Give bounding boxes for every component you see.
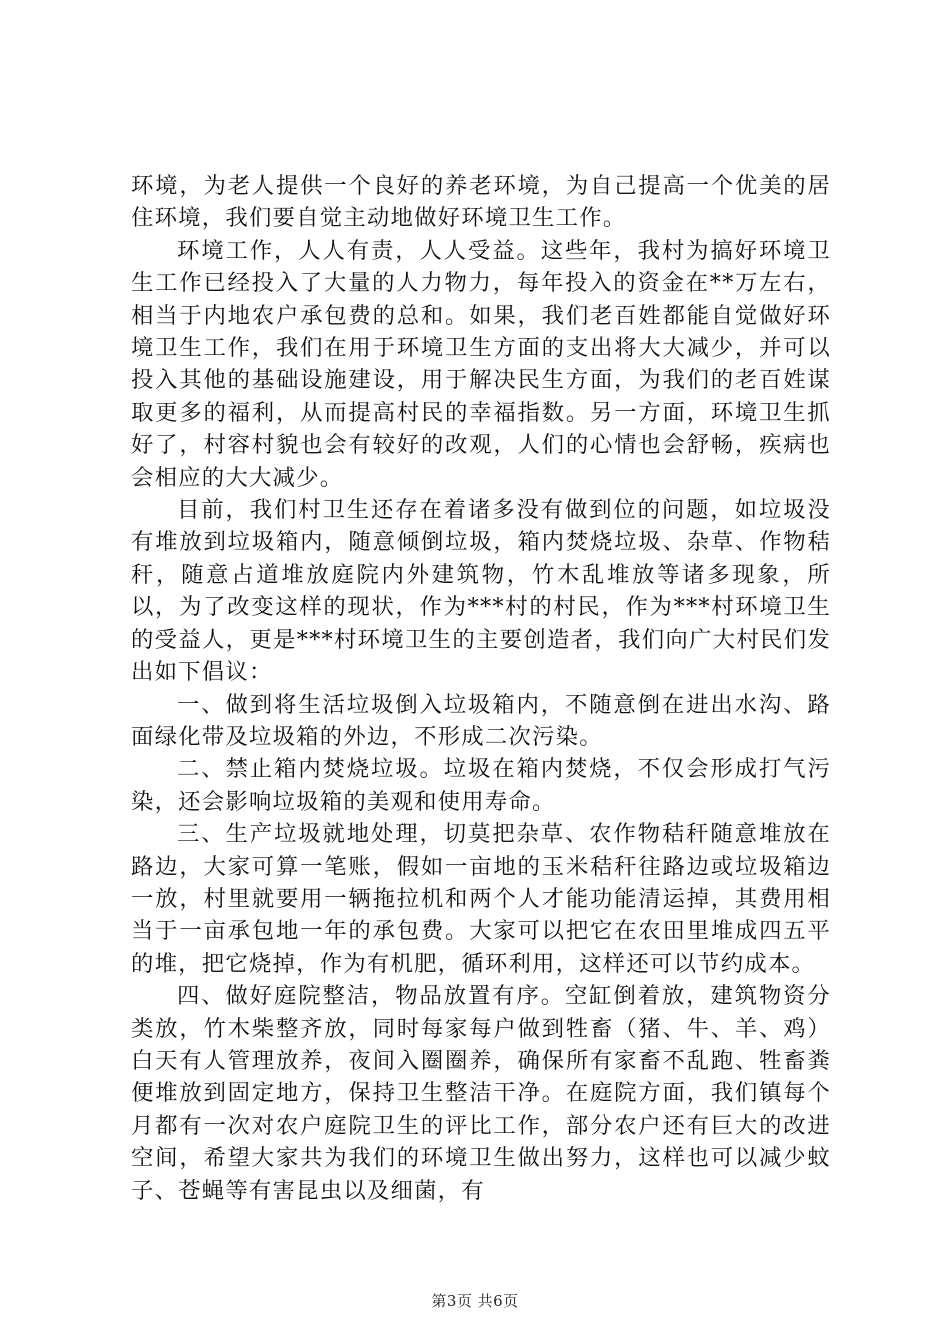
paragraph: 三、生产垃圾就地处理，切莫把杂草、农作物秸秆随意堆放在路边，大家可算一笔账，假如一亩地的玉米秸秆往路边或垃圾箱边一放，村里就要用一辆拖拉机和两个人才能功能清运掉，其费用相当于一亩承包地一年的承包费。大家可以把它在农田里堆成四五平的堆，把它烧掉，作为有机肥，循环利用，这样还可以节约成本。 [131, 821, 831, 977]
paragraph: 环境工作，人人有责，人人受益。这些年，我村为搞好环境卫生工作已经投入了大量的人力物力，每年投入的资金在**万左右，相当于内地农户承包费的总和。如果，我们老百姓都能自觉做好环境卫生工作，我们在用于环境卫生方面的支出将大大减少，并可以投入其他的基础设施建设，用于解决民生方面，为我们的老百姓谋取更多的福利，从而提高村民的幸福指数。另一方面，环境卫生抓好了，村容村貌也会有较好的改观，人们的心情也会舒畅，疾病也会相应的大大减少。 [131, 237, 831, 491]
paragraph: 一、做到将生活垃圾倒入垃圾箱内，不随意倒在进出水沟、路面绿化带及垃圾箱的外边，不形成二次污染。 [131, 691, 831, 750]
paragraph: 目前，我们村卫生还存在着诸多没有做到位的问题，如垃圾没有堆放到垃圾箱内，随意倾倒垃圾，箱内焚烧垃圾、杂草、作物秸秆，随意占道堆放庭院内外建筑物，竹木乱堆放等诸多现象，所以，为了改变这样的现状，作为***村的村民，作为***村环境卫生的受益人，更是***村环境卫生的主要创造者，我们向广大村民们发出如下倡议： [131, 497, 831, 686]
paragraph: 四、做好庭院整洁，物品放置有序。空缸倒着放，建筑物资分类放，竹木柴整齐放，同时每家每户做到牲畜（猪、牛、羊、鸡）白天有人管理放养，夜间入圈圈养，确保所有家畜不乱跑、牲畜粪便堆放到固定地方，保持卫生整洁干净。在庭院方面，我们镇每个月都有一次对农户庭院卫生的评比工作，部分农户还有巨大的改进空间，希望大家共为我们的环境卫生做出努力，这样也可以减少蚊子、苍蝇等有害昆虫以及细菌，有 [131, 983, 831, 1204]
page-number-footer: 第3页 共6页 [431, 1292, 519, 1310]
document-body [131, 170, 831, 1207]
paragraph: 环境，为老人提供一个良好的养老环境，为自己提高一个优美的居住环境，我们要自觉主动地做好环境卫生工作。 [131, 173, 831, 232]
paragraph: 二、禁止箱内焚烧垃圾。垃圾在箱内焚烧，不仅会形成打气污染，还会影响垃圾箱的美观和使用寿命。 [131, 756, 831, 815]
